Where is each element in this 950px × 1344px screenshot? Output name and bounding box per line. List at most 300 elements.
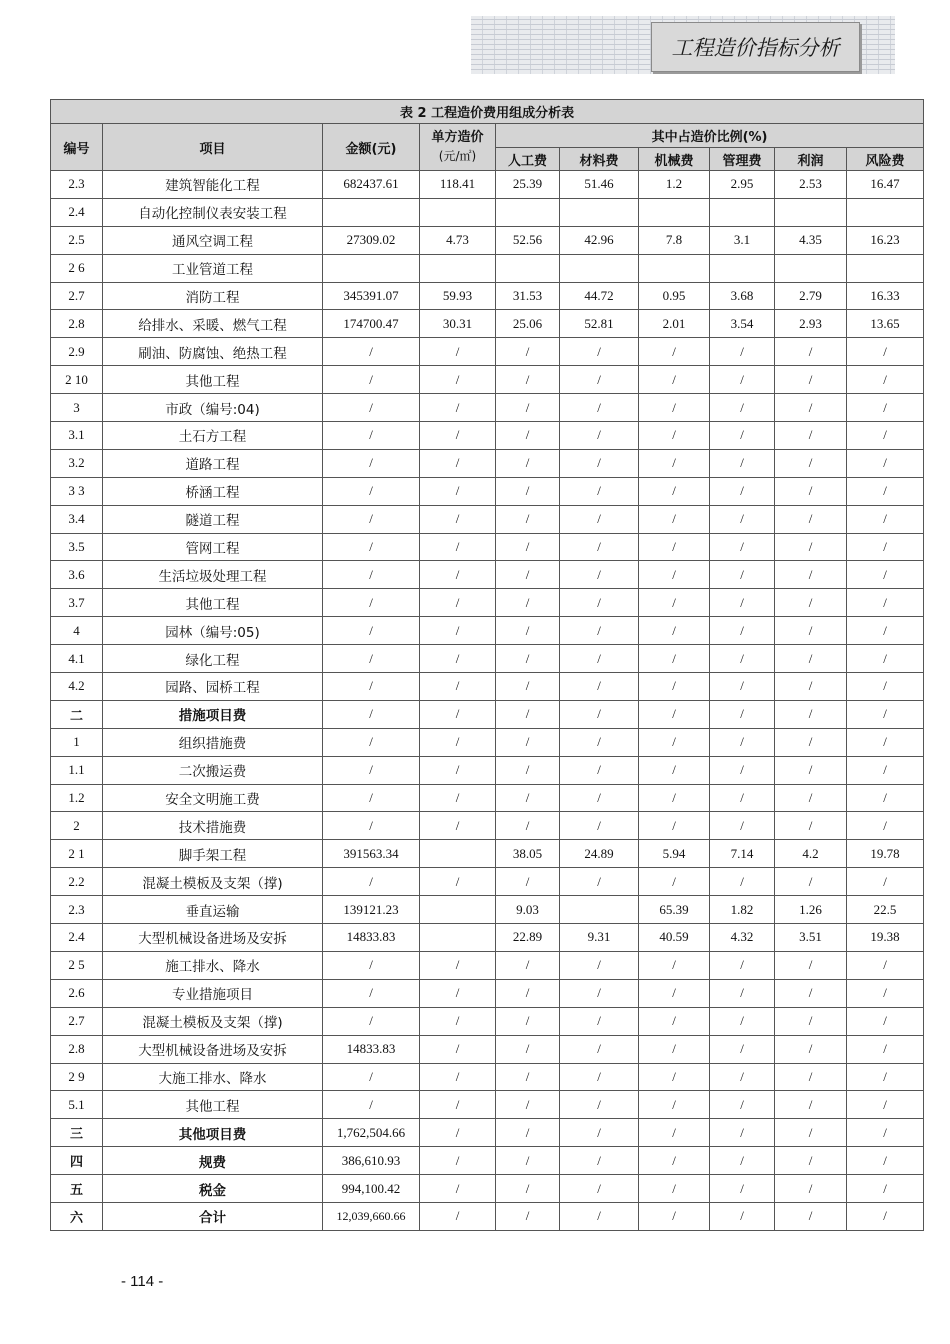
row-risk-ratio: / xyxy=(847,505,924,533)
row-amount: 14833.83 xyxy=(323,1035,420,1063)
row-risk-ratio: / xyxy=(847,1202,924,1230)
table-row xyxy=(51,979,924,1007)
row-item-name: 管网工程 xyxy=(103,533,323,561)
row-unit-price: / xyxy=(420,1007,496,1035)
row-labor-ratio: / xyxy=(496,1091,560,1119)
row-profit-ratio: / xyxy=(775,449,847,477)
row-labor-ratio: / xyxy=(496,951,560,979)
col-header-material: 材料费 xyxy=(560,148,639,171)
row-amount: / xyxy=(323,756,420,784)
row-risk-ratio: / xyxy=(847,1147,924,1175)
row-machine-ratio: / xyxy=(639,1147,710,1175)
row-management-ratio: / xyxy=(710,1147,775,1175)
row-amount: / xyxy=(323,589,420,617)
table-row xyxy=(51,282,924,310)
row-item-name: 安全文明施工费 xyxy=(103,784,323,812)
row-management-ratio: 2.95 xyxy=(710,171,775,199)
row-amount: 12,039,660.66 xyxy=(323,1202,420,1230)
row-risk-ratio: / xyxy=(847,1035,924,1063)
row-item-name: 刷油、防腐蚀、绝热工程 xyxy=(103,338,323,366)
row-profit-ratio: / xyxy=(775,617,847,645)
row-unit-price: / xyxy=(420,645,496,673)
row-material-ratio: / xyxy=(560,589,639,617)
row-profit-ratio: 2.53 xyxy=(775,171,847,199)
row-machine-ratio: 7.8 xyxy=(639,226,710,254)
row-risk-ratio: / xyxy=(847,338,924,366)
row-amount: 682437.61 xyxy=(323,171,420,199)
table-row xyxy=(51,1035,924,1063)
row-code: 2.4 xyxy=(51,924,103,952)
row-profit-ratio: 4.2 xyxy=(775,840,847,868)
row-machine-ratio: / xyxy=(639,338,710,366)
row-material-ratio xyxy=(560,198,639,226)
row-material-ratio: / xyxy=(560,673,639,701)
row-management-ratio: / xyxy=(710,728,775,756)
row-risk-ratio: 16.23 xyxy=(847,226,924,254)
row-code: 1.1 xyxy=(51,756,103,784)
row-material-ratio: / xyxy=(560,1147,639,1175)
table-row xyxy=(51,533,924,561)
row-amount: / xyxy=(323,1091,420,1119)
table-row xyxy=(51,868,924,896)
row-management-ratio xyxy=(710,254,775,282)
row-profit-ratio: / xyxy=(775,1007,847,1035)
row-labor-ratio: / xyxy=(496,366,560,394)
row-management-ratio: / xyxy=(710,533,775,561)
table-row xyxy=(51,784,924,812)
row-profit-ratio: / xyxy=(775,533,847,561)
table-row xyxy=(51,226,924,254)
row-item-name: 桥涵工程 xyxy=(103,477,323,505)
row-risk-ratio xyxy=(847,198,924,226)
row-profit-ratio xyxy=(775,254,847,282)
table-row xyxy=(51,728,924,756)
row-item-name: 消防工程 xyxy=(103,282,323,310)
row-item-name: 规费 xyxy=(103,1147,323,1175)
page-number: - 114 - xyxy=(121,1273,164,1290)
row-labor-ratio: / xyxy=(496,449,560,477)
row-management-ratio: / xyxy=(710,505,775,533)
row-machine-ratio: / xyxy=(639,1007,710,1035)
row-amount: / xyxy=(323,561,420,589)
row-amount: 391563.34 xyxy=(323,840,420,868)
table-row xyxy=(51,1007,924,1035)
row-risk-ratio: / xyxy=(847,394,924,422)
row-material-ratio: / xyxy=(560,1007,639,1035)
col-header-amount: 金额(元) xyxy=(323,124,420,171)
row-code: 5.1 xyxy=(51,1091,103,1119)
row-unit-price: / xyxy=(420,784,496,812)
row-risk-ratio: / xyxy=(847,1063,924,1091)
row-management-ratio: / xyxy=(710,951,775,979)
row-labor-ratio: / xyxy=(496,505,560,533)
row-item-name: 绿化工程 xyxy=(103,645,323,673)
row-profit-ratio: / xyxy=(775,394,847,422)
row-code: 2 9 xyxy=(51,1063,103,1091)
row-item-name: 专业措施项目 xyxy=(103,979,323,1007)
row-unit-price: / xyxy=(420,700,496,728)
row-labor-ratio: / xyxy=(496,645,560,673)
row-unit-price: / xyxy=(420,477,496,505)
row-unit-price: / xyxy=(420,1175,496,1203)
row-amount: / xyxy=(323,728,420,756)
row-management-ratio: / xyxy=(710,366,775,394)
table-row xyxy=(51,1119,924,1147)
table-row xyxy=(51,422,924,450)
row-risk-ratio: / xyxy=(847,1007,924,1035)
col-header-risk: 风险费 xyxy=(847,148,924,171)
row-machine-ratio: / xyxy=(639,1035,710,1063)
row-amount: 27309.02 xyxy=(323,226,420,254)
row-unit-price: / xyxy=(420,812,496,840)
row-machine-ratio: / xyxy=(639,505,710,533)
row-machine-ratio: / xyxy=(639,728,710,756)
row-risk-ratio: 19.78 xyxy=(847,840,924,868)
row-profit-ratio: / xyxy=(775,422,847,450)
row-labor-ratio: / xyxy=(496,979,560,1007)
row-amount: / xyxy=(323,645,420,673)
row-item-name: 混凝土模板及支架（撑) xyxy=(103,1007,323,1035)
table-row xyxy=(51,1175,924,1203)
row-risk-ratio: 16.33 xyxy=(847,282,924,310)
row-amount: / xyxy=(323,533,420,561)
row-material-ratio: / xyxy=(560,728,639,756)
row-code: 四 xyxy=(51,1147,103,1175)
row-amount: / xyxy=(323,1007,420,1035)
row-code: 3.4 xyxy=(51,505,103,533)
row-machine-ratio: / xyxy=(639,868,710,896)
row-machine-ratio: / xyxy=(639,645,710,673)
row-amount: / xyxy=(323,784,420,812)
row-profit-ratio: / xyxy=(775,728,847,756)
row-labor-ratio: / xyxy=(496,1007,560,1035)
row-profit-ratio: / xyxy=(775,338,847,366)
row-machine-ratio: / xyxy=(639,394,710,422)
row-profit-ratio: / xyxy=(775,756,847,784)
row-machine-ratio: / xyxy=(639,366,710,394)
table-row xyxy=(51,477,924,505)
row-code: 2.2 xyxy=(51,868,103,896)
row-machine-ratio: 2.01 xyxy=(639,310,710,338)
row-profit-ratio: / xyxy=(775,1063,847,1091)
row-code: 2.8 xyxy=(51,310,103,338)
row-risk-ratio: 22.5 xyxy=(847,896,924,924)
row-item-name: 大型机械设备进场及安拆 xyxy=(103,924,323,952)
row-material-ratio: / xyxy=(560,645,639,673)
table-row xyxy=(51,366,924,394)
row-labor-ratio: 22.89 xyxy=(496,924,560,952)
row-unit-price: / xyxy=(420,1035,496,1063)
row-item-name: 建筑智能化工程 xyxy=(103,171,323,199)
table-row xyxy=(51,896,924,924)
row-risk-ratio: 13.65 xyxy=(847,310,924,338)
row-amount: / xyxy=(323,366,420,394)
row-item-name: 混凝土模板及支架（撑) xyxy=(103,868,323,896)
row-risk-ratio: / xyxy=(847,784,924,812)
row-item-name: 园路、园桥工程 xyxy=(103,673,323,701)
row-management-ratio: / xyxy=(710,1119,775,1147)
row-profit-ratio: / xyxy=(775,700,847,728)
table-body xyxy=(51,171,924,1231)
row-machine-ratio: / xyxy=(639,449,710,477)
row-labor-ratio: 31.53 xyxy=(496,282,560,310)
table-row xyxy=(51,394,924,422)
row-machine-ratio: / xyxy=(639,700,710,728)
row-item-name: 隧道工程 xyxy=(103,505,323,533)
row-management-ratio: / xyxy=(710,673,775,701)
table-row xyxy=(51,1091,924,1119)
row-profit-ratio: 4.35 xyxy=(775,226,847,254)
row-item-name: 技术措施费 xyxy=(103,812,323,840)
row-management-ratio: / xyxy=(710,394,775,422)
table-row xyxy=(51,310,924,338)
table-row xyxy=(51,449,924,477)
row-risk-ratio: / xyxy=(847,533,924,561)
row-material-ratio: 51.46 xyxy=(560,171,639,199)
row-material-ratio: / xyxy=(560,505,639,533)
row-labor-ratio: / xyxy=(496,1202,560,1230)
row-unit-price: / xyxy=(420,394,496,422)
row-code: 3 3 xyxy=(51,477,103,505)
row-code: 2 5 xyxy=(51,951,103,979)
row-code: 4 xyxy=(51,617,103,645)
row-labor-ratio: / xyxy=(496,1175,560,1203)
row-unit-price: 30.31 xyxy=(420,310,496,338)
row-labor-ratio: / xyxy=(496,422,560,450)
row-unit-price: / xyxy=(420,505,496,533)
row-unit-price: / xyxy=(420,868,496,896)
row-material-ratio: / xyxy=(560,533,639,561)
row-material-ratio: 44.72 xyxy=(560,282,639,310)
row-material-ratio: / xyxy=(560,868,639,896)
table-row xyxy=(51,561,924,589)
row-code: 3.5 xyxy=(51,533,103,561)
row-labor-ratio: / xyxy=(496,1035,560,1063)
row-management-ratio: / xyxy=(710,868,775,896)
row-labor-ratio: / xyxy=(496,700,560,728)
col-header-labor: 人工费 xyxy=(496,148,560,171)
row-unit-price: / xyxy=(420,1147,496,1175)
row-item-name: 其他项目费 xyxy=(103,1119,323,1147)
row-code: 2.8 xyxy=(51,1035,103,1063)
row-item-name: 土石方工程 xyxy=(103,422,323,450)
col-header-management: 管理费 xyxy=(710,148,775,171)
row-code: 2.3 xyxy=(51,171,103,199)
row-material-ratio: / xyxy=(560,561,639,589)
row-management-ratio: / xyxy=(710,1175,775,1203)
row-material-ratio: 9.31 xyxy=(560,924,639,952)
row-machine-ratio: / xyxy=(639,756,710,784)
table-row xyxy=(51,338,924,366)
row-profit-ratio: / xyxy=(775,1175,847,1203)
row-material-ratio: / xyxy=(560,756,639,784)
row-management-ratio: / xyxy=(710,477,775,505)
row-item-name: 施工排水、降水 xyxy=(103,951,323,979)
col-header-profit: 利润 xyxy=(775,148,847,171)
row-item-name: 园林（编号:05) xyxy=(103,617,323,645)
row-unit-price xyxy=(420,840,496,868)
row-management-ratio: / xyxy=(710,812,775,840)
row-management-ratio: / xyxy=(710,1202,775,1230)
row-management-ratio: 3.68 xyxy=(710,282,775,310)
row-item-name: 大施工排水、降水 xyxy=(103,1063,323,1091)
row-management-ratio: / xyxy=(710,617,775,645)
row-risk-ratio: / xyxy=(847,812,924,840)
row-material-ratio: / xyxy=(560,477,639,505)
row-code: 3.1 xyxy=(51,422,103,450)
row-unit-price: / xyxy=(420,1202,496,1230)
row-management-ratio: / xyxy=(710,422,775,450)
row-management-ratio: / xyxy=(710,1007,775,1035)
row-material-ratio: / xyxy=(560,1091,639,1119)
row-management-ratio: / xyxy=(710,756,775,784)
row-amount: / xyxy=(323,338,420,366)
table-row xyxy=(51,700,924,728)
row-unit-price xyxy=(420,896,496,924)
row-machine-ratio: / xyxy=(639,533,710,561)
row-machine-ratio: / xyxy=(639,1202,710,1230)
row-material-ratio: 52.81 xyxy=(560,310,639,338)
row-unit-price: / xyxy=(420,1091,496,1119)
table-row xyxy=(51,951,924,979)
row-profit-ratio: / xyxy=(775,868,847,896)
row-machine-ratio: / xyxy=(639,951,710,979)
row-material-ratio: / xyxy=(560,1119,639,1147)
row-material-ratio xyxy=(560,896,639,924)
row-unit-price: / xyxy=(420,951,496,979)
row-machine-ratio: / xyxy=(639,1063,710,1091)
row-labor-ratio: / xyxy=(496,1147,560,1175)
row-amount xyxy=(323,254,420,282)
row-risk-ratio: / xyxy=(847,1175,924,1203)
row-amount: / xyxy=(323,1063,420,1091)
row-machine-ratio: 0.95 xyxy=(639,282,710,310)
row-material-ratio: / xyxy=(560,617,639,645)
row-risk-ratio: / xyxy=(847,700,924,728)
row-unit-price: / xyxy=(420,561,496,589)
row-management-ratio: 3.1 xyxy=(710,226,775,254)
row-amount: / xyxy=(323,812,420,840)
row-item-name: 二次搬运费 xyxy=(103,756,323,784)
row-material-ratio: / xyxy=(560,812,639,840)
row-management-ratio: / xyxy=(710,338,775,366)
row-risk-ratio: / xyxy=(847,1091,924,1119)
row-unit-price xyxy=(420,924,496,952)
row-risk-ratio: / xyxy=(847,951,924,979)
row-material-ratio: / xyxy=(560,1175,639,1203)
row-unit-price: / xyxy=(420,589,496,617)
row-amount: 994,100.42 xyxy=(323,1175,420,1203)
row-code: 2.7 xyxy=(51,1007,103,1035)
row-item-name: 自动化控制仪表安装工程 xyxy=(103,198,323,226)
row-code: 2 1 xyxy=(51,840,103,868)
row-unit-price: 59.93 xyxy=(420,282,496,310)
row-item-name: 其他工程 xyxy=(103,589,323,617)
row-item-name: 垂直运输 xyxy=(103,896,323,924)
row-material-ratio: / xyxy=(560,394,639,422)
row-material-ratio: / xyxy=(560,1035,639,1063)
row-profit-ratio: / xyxy=(775,645,847,673)
row-management-ratio: 1.82 xyxy=(710,896,775,924)
row-profit-ratio: / xyxy=(775,561,847,589)
row-management-ratio: 3.54 xyxy=(710,310,775,338)
row-machine-ratio xyxy=(639,198,710,226)
row-management-ratio xyxy=(710,198,775,226)
row-unit-price xyxy=(420,198,496,226)
row-material-ratio: / xyxy=(560,338,639,366)
row-risk-ratio: / xyxy=(847,645,924,673)
row-risk-ratio: / xyxy=(847,1119,924,1147)
table-caption: 表 2 工程造价费用组成分析表 xyxy=(51,100,924,124)
row-amount: / xyxy=(323,422,420,450)
row-code: 2.5 xyxy=(51,226,103,254)
row-material-ratio: / xyxy=(560,784,639,812)
col-header-code: 编号 xyxy=(51,124,103,171)
row-machine-ratio: / xyxy=(639,617,710,645)
row-unit-price xyxy=(420,254,496,282)
table-row xyxy=(51,673,924,701)
row-labor-ratio: / xyxy=(496,868,560,896)
row-risk-ratio: / xyxy=(847,673,924,701)
row-risk-ratio: / xyxy=(847,617,924,645)
table-row xyxy=(51,924,924,952)
row-code: 3 xyxy=(51,394,103,422)
table-row xyxy=(51,617,924,645)
table-row xyxy=(51,254,924,282)
row-item-name: 其他工程 xyxy=(103,366,323,394)
row-profit-ratio: / xyxy=(775,784,847,812)
row-code: 4.2 xyxy=(51,673,103,701)
row-management-ratio: / xyxy=(710,449,775,477)
row-labor-ratio: / xyxy=(496,673,560,701)
row-labor-ratio: / xyxy=(496,756,560,784)
row-material-ratio: / xyxy=(560,366,639,394)
row-item-name: 脚手架工程 xyxy=(103,840,323,868)
section-title: 工程造价指标分析 xyxy=(651,22,860,72)
row-item-name: 措施项目费 xyxy=(103,700,323,728)
row-item-name: 生活垃圾处理工程 xyxy=(103,561,323,589)
row-labor-ratio xyxy=(496,198,560,226)
row-profit-ratio: / xyxy=(775,366,847,394)
row-profit-ratio: / xyxy=(775,505,847,533)
row-item-name: 道路工程 xyxy=(103,449,323,477)
row-material-ratio: / xyxy=(560,449,639,477)
table-row xyxy=(51,812,924,840)
row-management-ratio: / xyxy=(710,1091,775,1119)
table-row xyxy=(51,645,924,673)
row-risk-ratio: / xyxy=(847,728,924,756)
row-item-name: 合计 xyxy=(103,1202,323,1230)
row-unit-price: / xyxy=(420,422,496,450)
row-item-name: 大型机械设备进场及安拆 xyxy=(103,1035,323,1063)
row-management-ratio: 7.14 xyxy=(710,840,775,868)
row-profit-ratio: 3.51 xyxy=(775,924,847,952)
row-material-ratio: / xyxy=(560,951,639,979)
table-row xyxy=(51,198,924,226)
row-machine-ratio: / xyxy=(639,561,710,589)
row-profit-ratio: / xyxy=(775,979,847,1007)
row-labor-ratio: / xyxy=(496,1119,560,1147)
row-labor-ratio: / xyxy=(496,1063,560,1091)
row-amount: 1,762,504.66 xyxy=(323,1119,420,1147)
row-unit-price: 118.41 xyxy=(420,171,496,199)
row-labor-ratio: 9.03 xyxy=(496,896,560,924)
row-management-ratio: / xyxy=(710,1063,775,1091)
row-labor-ratio xyxy=(496,254,560,282)
row-labor-ratio: / xyxy=(496,338,560,366)
row-code: 2.7 xyxy=(51,282,103,310)
row-code: 2 xyxy=(51,812,103,840)
